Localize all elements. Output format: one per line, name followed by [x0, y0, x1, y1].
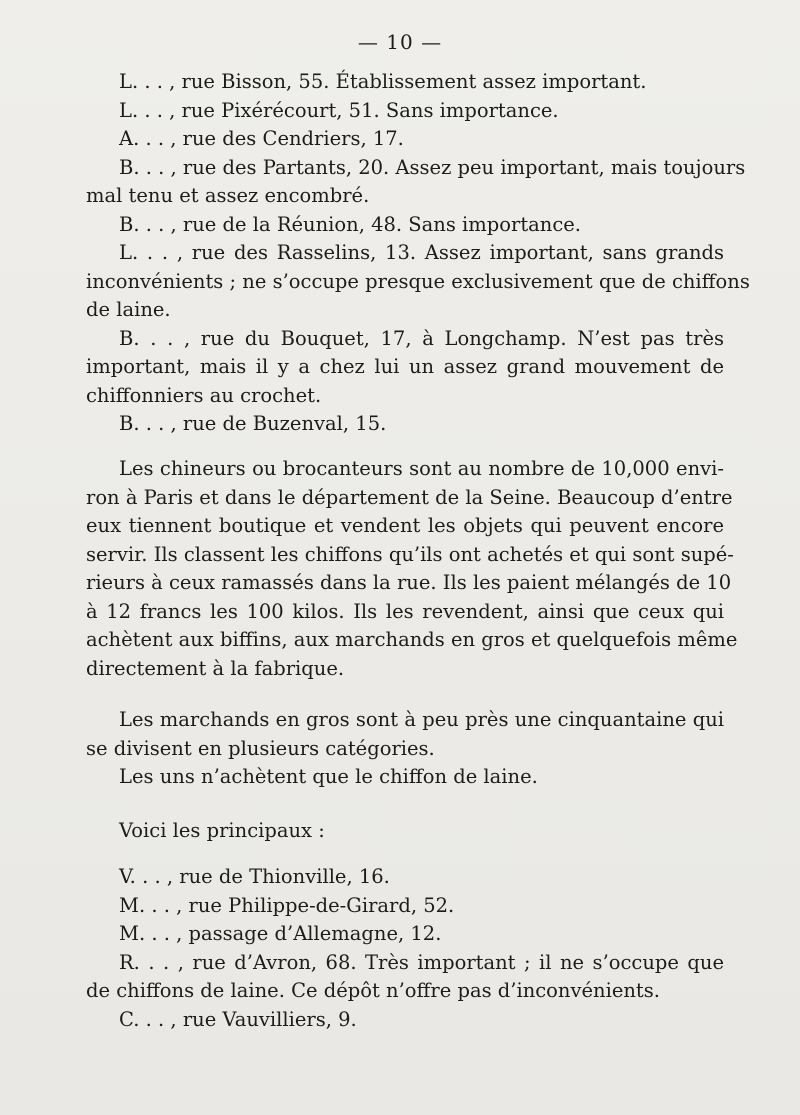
text-line: R. . . , rue d’Avron, 68. Très important ; il ne s’occupe que — [119, 950, 724, 974]
text-line: B. . . , rue de la Réunion, 48. Sans importance. — [119, 212, 582, 236]
text-line: B. . . , rue du Bouquet, 17, à Longchamp. N’est pas très — [119, 326, 724, 350]
page-number: — 10 — — [357, 30, 443, 54]
text-line: L. . . , rue des Rasselins, 13. Assez important, sans grands — [119, 241, 724, 264]
text-line: se divisent en plusieurs catégories. — [86, 736, 435, 760]
text-line: servir. Ils classent les chiffons qu’ils ont achetés et qui sont supé- — [86, 542, 734, 566]
text-line: V. . . , rue de Thionville, 16. — [119, 865, 390, 888]
text-line: M. . . , rue Philippe-de-Girard, 52. — [119, 893, 455, 917]
text-line: rieurs à ceux ramassés dans la rue. Ils les paient mélangés de 10 — [86, 571, 732, 594]
text-line: M. . . , passage d’Allemagne, 12. — [119, 922, 442, 945]
text-line: L. . . , rue Bisson, 55. Établissement assez important. — [119, 70, 647, 93]
text-line: à 12 francs les 100 kilos. Ils les revendent, ainsi que ceux qui — [86, 599, 724, 623]
text-line: B. . . , rue des Partants, 20. Assez peu important, mais toujours — [119, 155, 746, 179]
paragraph-marchands — [86, 706, 724, 792]
paragraph-chineurs — [86, 455, 738, 683]
establishment-list-2 — [86, 863, 724, 1034]
intro-line — [86, 817, 724, 846]
text-line: chiffonniers au crochet. — [86, 383, 322, 407]
text-line: de laine. — [86, 298, 171, 321]
text-line: mal tenu et assez encombré. — [86, 184, 370, 207]
text-line: inconvénients ; ne s’occupe presque exclusivement que de chiffons — [86, 269, 750, 293]
text-line: Les uns n’achètent que le chiffon de laine. — [119, 765, 538, 788]
text-line: Les marchands en gros sont à peu près une cinquantaine qui — [119, 708, 724, 731]
text-line: C. . . , rue Vauvilliers, 9. — [119, 1007, 357, 1031]
text-line: B. . . , rue de Buzenval, 15. — [119, 412, 387, 435]
text-line: eux tiennent boutique et vendent les objets qui peuvent encore — [86, 514, 724, 537]
text-line: Voici les principaux : — [119, 819, 325, 842]
text-line: important, mais il y a chez lui un assez grand mouvement de — [86, 355, 724, 378]
text-line: achètent aux biffins, aux marchands en gros et quelquefois même — [86, 628, 738, 651]
establishment-list-1 — [86, 68, 750, 439]
text-line: Les chineurs ou brocanteurs sont au nombre de 10,000 envi- — [119, 457, 724, 480]
text-line: de chiffons de laine. Ce dépôt n’offre pas d’inconvénients. — [86, 979, 660, 1002]
text-line: L. . . , rue Pixérécourt, 51. Sans importance. — [119, 98, 559, 122]
text-line: A. . . , rue des Cendriers, 17. — [119, 127, 404, 150]
text-line: directement à la fabrique. — [86, 656, 345, 680]
text-line: ron à Paris et dans le département de la Seine. Beaucoup d’entre — [86, 485, 733, 509]
